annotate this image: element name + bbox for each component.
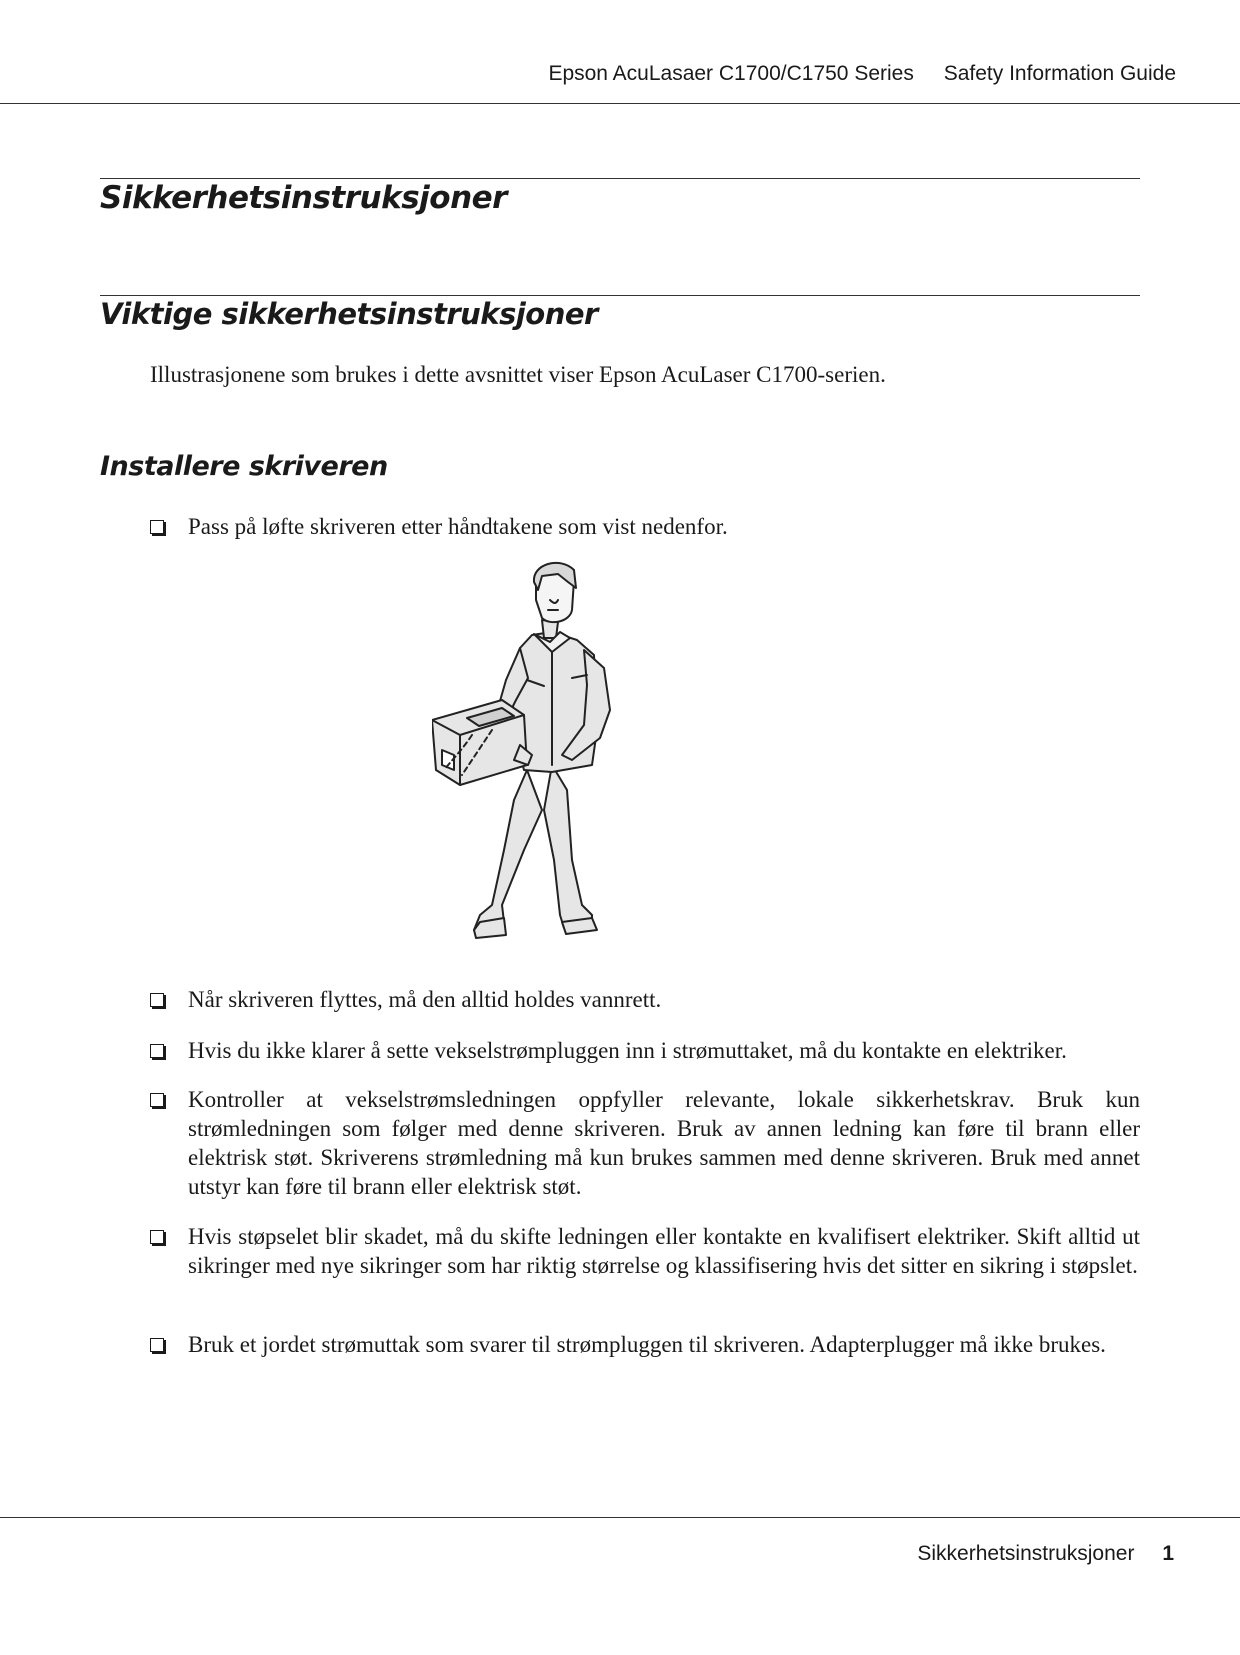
list-item [150,512,1140,541]
running-footer [917,1542,1174,1566]
list-item [150,1085,1140,1201]
list-item-text: Hvis du ikke klarer å sette vekselstrømpluggen inn i strømuttaket, må du kontakte en elektriker. [188,1038,1067,1063]
header-product: Epson AcuLasaer C1700/C1750 Series [548,62,914,85]
footer-section: Sikkerhetsinstruksjoner [917,1542,1135,1565]
section-heading: Viktige sikkerhetsinstruksjoner [100,297,598,331]
checkbox-bullet-icon [150,1230,164,1244]
section-rule [100,295,1140,296]
subsection-heading: Installere skriveren [100,451,388,482]
title-rule [100,178,1140,179]
checkbox-bullet-icon [150,1093,164,1107]
section-intro: Illustrasjonene som brukes i dette avsnittet viser Epson AcuLaser C1700-serien. [150,362,886,387]
checkbox-bullet-icon [150,1044,164,1058]
running-header [548,62,1176,86]
page-title: Sikkerhetsinstruksjoner [100,180,507,216]
page-number: 1 [1162,1542,1174,1565]
list-item-text: Når skriveren flyttes, må den alltid holdes vannrett. [188,987,662,1012]
list-item-text: Pass på løfte skriveren etter håndtakene som vist nedenfor. [188,514,728,539]
footer-divider [0,1517,1240,1518]
header-divider [0,103,1240,104]
list-item [150,985,1140,1014]
list-item-text: Kontroller at vekselstrømsledningen oppfyller relevante, lokale sikkerhetskrav. Bruk kun strømledningen som følger med denne skriveren. Bruk av annen ledning kan føre til brann eller elektrisk støt. Skriverens strømledning må kun brukes sammen med denne skriveren. Bruk med annet utstyr kan føre til brann eller elektrisk støt. [188,1087,1140,1199]
list-item-text: Hvis støpselet blir skadet, må du skifte ledningen eller kontakte en kvalifisert elektriker. Skift alltid ut sikringer med nye sikringer som har riktig størrelse og klassifisering hvis det sitter en sikring i støpslet. [188,1224,1140,1278]
list-item [150,1036,1140,1065]
list-item-text: Bruk et jordet strømuttak som svarer til strømpluggen til skriveren. Adapterplugger må ikke brukes. [188,1332,1106,1357]
checkbox-bullet-icon [150,520,164,534]
checkbox-bullet-icon [150,993,164,1007]
header-guide: Safety Information Guide [943,62,1176,85]
list-item [150,1222,1140,1280]
person-lifting-printer-illustration [432,560,652,950]
checkbox-bullet-icon [150,1338,164,1352]
list-item [150,1330,1140,1359]
